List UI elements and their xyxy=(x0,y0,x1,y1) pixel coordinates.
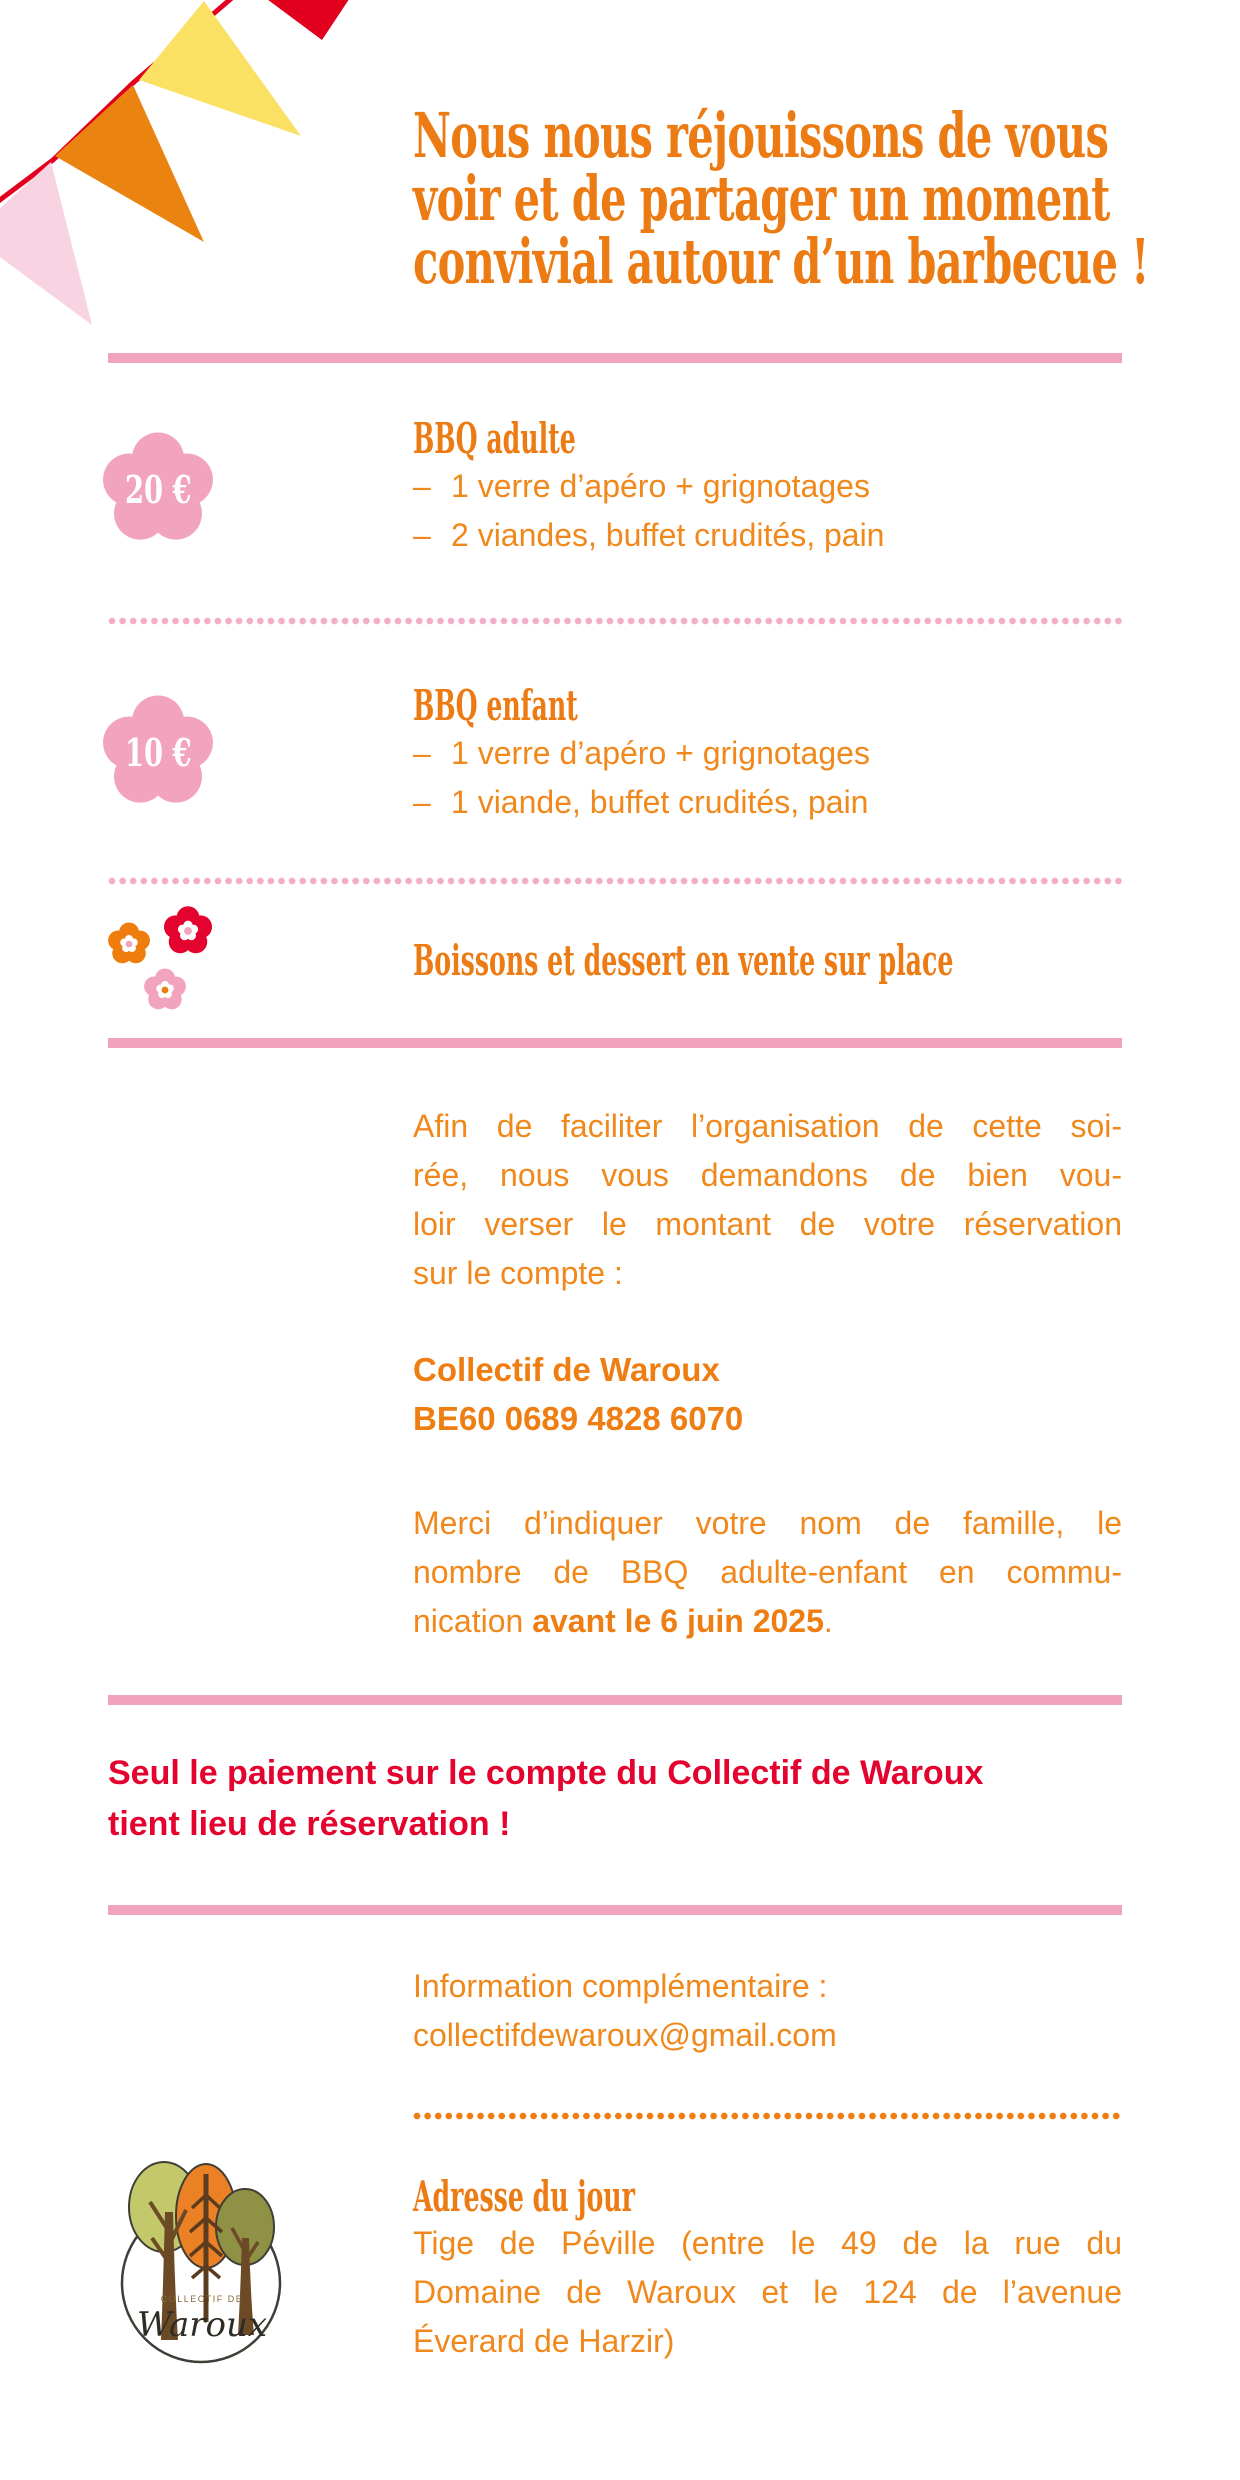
child-section-title: BBQ enfant xyxy=(413,681,578,730)
bullet-dash: – xyxy=(413,517,431,553)
bullet-dash: – xyxy=(413,468,431,504)
paragraph-line: rée, nous vous demandons de bien vou- xyxy=(413,1157,1122,1193)
adult-section-title: BBQ adulte xyxy=(413,414,576,463)
drinks-note: Boissons et dessert en vente sur place xyxy=(413,936,954,985)
address-line: Domaine de Waroux et le 124 de l’avenue xyxy=(413,2274,1122,2310)
account-iban: BE60 0689 4828 6070 xyxy=(413,1400,744,1437)
bank-account-block xyxy=(413,1345,743,1443)
adult-price-badge xyxy=(99,420,217,558)
list-item xyxy=(413,511,1133,560)
flower-cluster-icon xyxy=(92,897,232,1019)
child-menu-list xyxy=(413,729,1133,827)
list-item xyxy=(413,462,1133,511)
adult-menu-list xyxy=(413,462,1133,560)
address-line: Éverard de Harzir) xyxy=(413,2323,675,2359)
paragraph-line: Merci d’indiquer votre nom de famille, le xyxy=(413,1505,1122,1541)
payment-paragraph xyxy=(413,1102,1122,1298)
headline-line: Nous nous réjouissons de vous xyxy=(413,99,1109,172)
divider-rule xyxy=(108,1905,1122,1915)
child-price: 10 € xyxy=(124,729,192,775)
paragraph-line: loir verser le montant de votre réservation xyxy=(413,1206,1122,1242)
bunting-garland-icon xyxy=(0,0,460,360)
headline-line: convivial autour d’un barbecue ! xyxy=(413,225,1149,298)
venue-address xyxy=(413,2219,1122,2366)
logo-name-text: Waroux xyxy=(136,2305,268,2345)
info-label: Information complémentaire : xyxy=(413,1968,828,2004)
bullet-dash: – xyxy=(413,784,431,820)
deadline-text: avant le 6 juin 2025 xyxy=(532,1603,824,1639)
bullet-dash: – xyxy=(413,735,431,771)
warning-line: tient lieu de réservation ! xyxy=(108,1805,511,1843)
paragraph-line: sur le compte : xyxy=(413,1255,623,1291)
reminder-text: nication xyxy=(413,1603,533,1639)
reminder-paragraph xyxy=(413,1499,1122,1646)
paragraph-line xyxy=(413,1597,1122,1646)
paragraph-line: Afin de faciliter l’organisation de cette soi- xyxy=(413,1108,1122,1144)
venue-title: Adresse du jour xyxy=(413,2172,635,2221)
headline xyxy=(413,99,1149,298)
list-item-text: 1 verre d’apéro + grignotages xyxy=(451,735,870,771)
dotted-divider xyxy=(413,2112,1122,2120)
collectif-waroux-logo xyxy=(112,2150,292,2365)
account-name: Collectif de Waroux xyxy=(413,1351,720,1388)
logo-small-text: COLLECTIF DE xyxy=(160,2294,244,2304)
list-item-text: 1 viande, buffet crudités, pain xyxy=(451,784,869,820)
address-line: Tige de Péville (entre le 49 de la rue du xyxy=(413,2225,1122,2261)
contact-email: collectifdewaroux@gmail.com xyxy=(413,2017,837,2053)
paragraph-line: nombre de BBQ adulte-enfant en commu- xyxy=(413,1554,1122,1590)
list-item-text: 2 viandes, buffet crudités, pain xyxy=(451,517,885,553)
divider-rule xyxy=(108,1695,1122,1705)
headline-line: voir et de partager un moment xyxy=(413,162,1110,235)
warning-line: Seul le paiement sur le compte du Collectif de Waroux xyxy=(108,1754,984,1792)
reminder-text: . xyxy=(823,1603,833,1639)
divider-rule xyxy=(108,353,1122,363)
dotted-divider xyxy=(108,877,1122,885)
dotted-divider xyxy=(108,617,1122,625)
adult-price: 20 € xyxy=(124,466,192,512)
info-block xyxy=(413,1962,837,2060)
list-item xyxy=(413,778,1133,827)
divider-rule xyxy=(108,1038,1122,1048)
payment-warning xyxy=(108,1748,1138,1850)
list-item-text: 1 verre d’apéro + grignotages xyxy=(451,468,870,504)
list-item xyxy=(413,729,1133,778)
child-price-badge xyxy=(99,683,217,821)
